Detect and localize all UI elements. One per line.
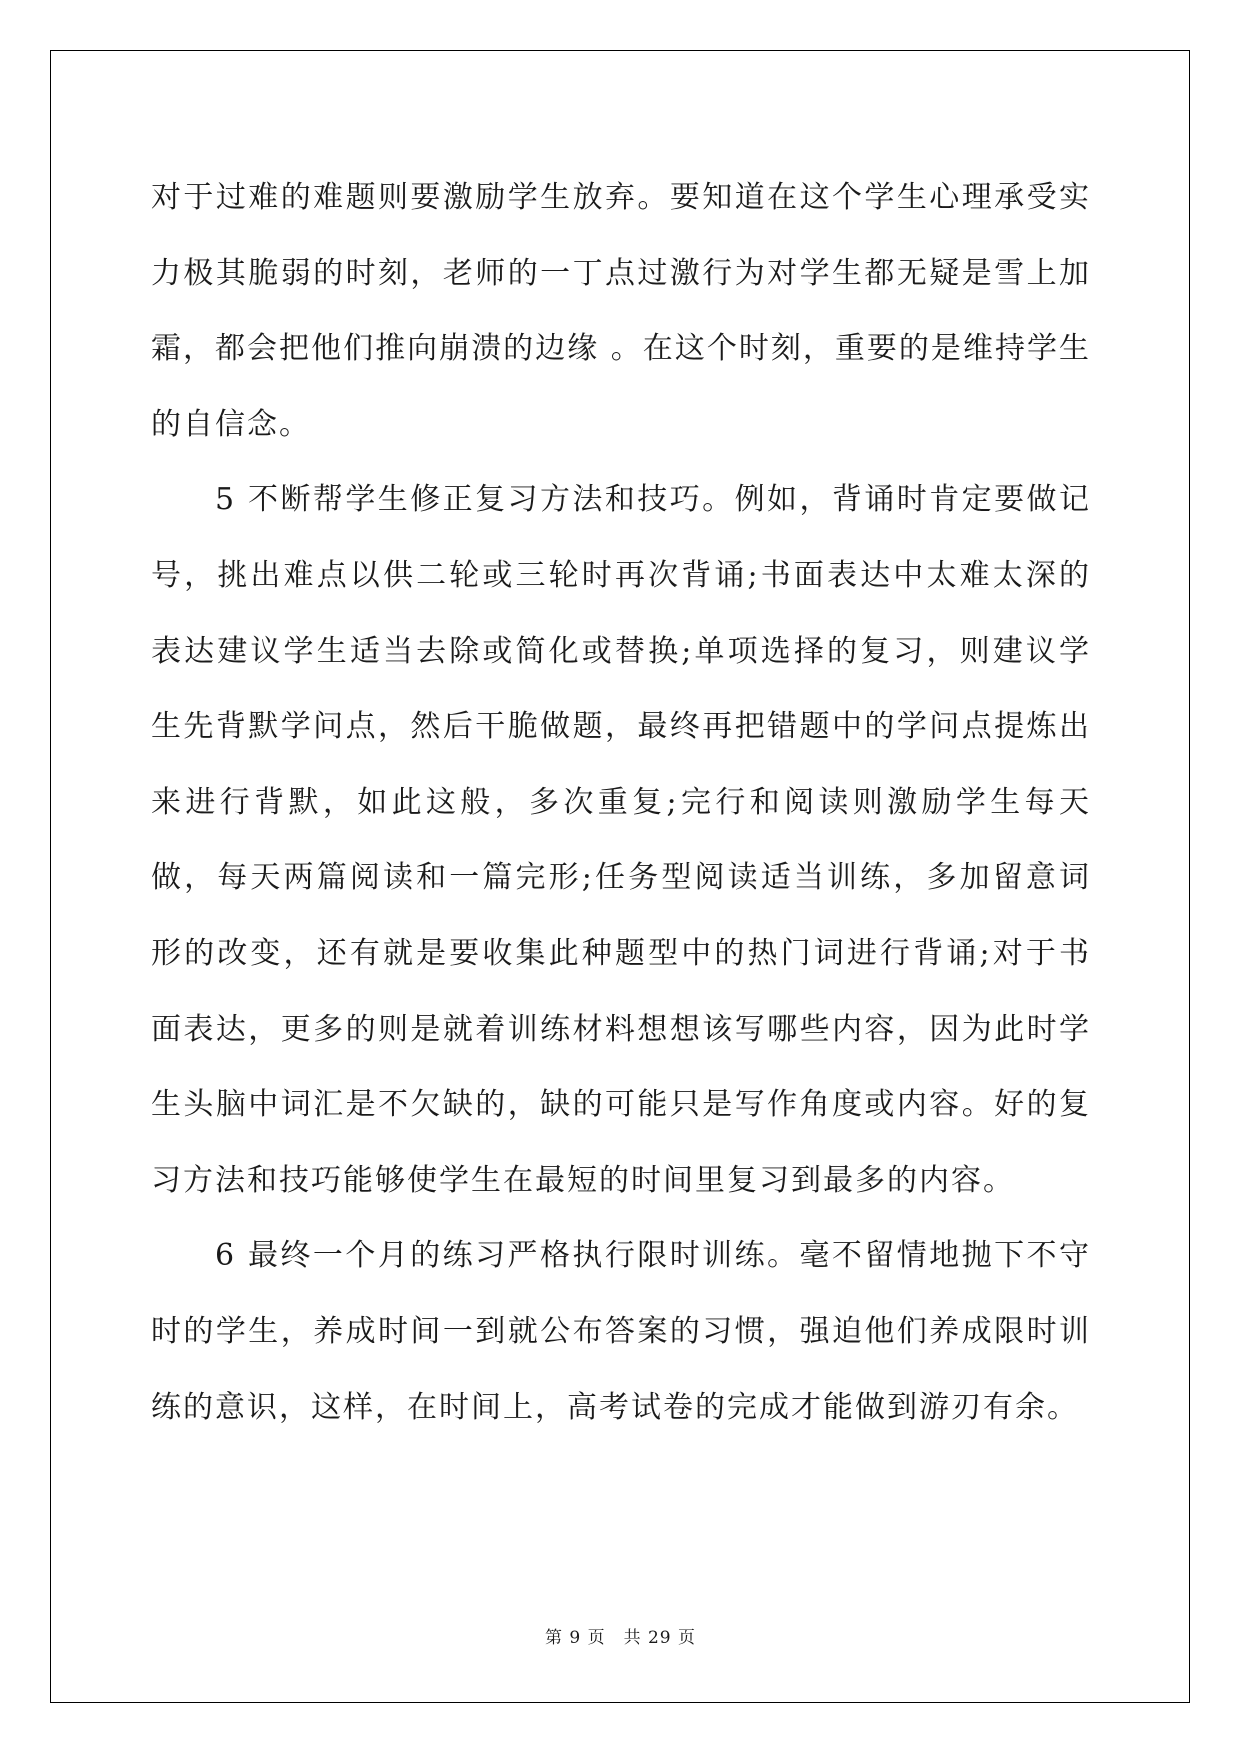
document-body [151,160,1091,1445]
page-number: 第 9 页 [544,1628,606,1648]
paragraph-3: 6 最终一个月的练习严格执行限时训练。毫不留情地抛下不守时的学生，养成时间一到就公布答案的习惯，强迫他们养成限时训练的意识，这样，在时间上，高考试卷的完成才能做到游刃有余。 [151,1238,1091,1425]
paragraph-1: 对于过难的难题则要激励学生放弃。要知道在这个学生心理承受实力极其脆弱的时刻，老师的一丁点过激行为对学生都无疑是雪上加霜，都会把他们推向崩溃的边缘 。在这个时刻，重要的是维持学生的自信念。 [151,180,1091,442]
paragraph-2: 5 不断帮学生修正复习方法和技巧。例如，背诵时肯定要做记号，挑出难点以供二轮或三轮时再次背诵;书面表达中太难太深的表达建议学生适当去除或简化或替换;单项选择的复习，则建议学生先背默学问点，然后干脆做题，最终再把错题中的学问点提炼出来进行背默，如此这般，多次重复;完行和阅读则激励学生每天做，每天两篇阅读和一篇完形;任务型阅读适当训练，多加留意词形的改变，还有就是要收集此种题型中的热门词进行背诵;对于书面表达，更多的则是就着训练材料想想该写哪些内容，因为此时学生头脑中词汇是不欠缺的，缺的可能只是写作角度或内容。好的复习方法和技巧能够使学生在最短的时间里复习到最多的内容。 [151,482,1091,1198]
page-footer [0,1627,1241,1649]
page-total: 共 29 页 [623,1628,697,1648]
